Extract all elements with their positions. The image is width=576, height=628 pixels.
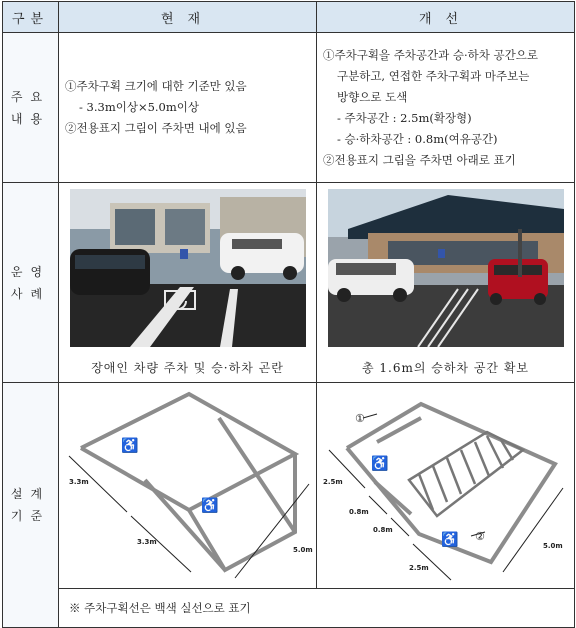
current-item-2: - 3.3m이상×5.0m이상 bbox=[79, 100, 199, 114]
circle-label-1: ① bbox=[355, 411, 365, 425]
header-category: 구분 bbox=[3, 2, 59, 33]
improved-item-5: - 승·하차공간 : 0.8m(여유공간) bbox=[337, 131, 498, 146]
parking-photo-current bbox=[70, 189, 306, 347]
row-example bbox=[3, 183, 575, 383]
label-aisle-b: 0.8m bbox=[373, 525, 393, 534]
current-stall-top bbox=[81, 394, 295, 510]
row-main-content bbox=[3, 33, 575, 183]
design-improved bbox=[317, 383, 575, 589]
label-width-b: 2.5m bbox=[409, 563, 429, 572]
parking-photo-improved bbox=[328, 189, 564, 347]
main-improved-text bbox=[317, 33, 575, 183]
example-current-caption: 장애인 차량 주차 및 승·하차 곤란 bbox=[91, 361, 284, 375]
design-note: ※ 주차구획선은 백색 실선으로 표기 bbox=[59, 589, 575, 628]
category-example: 운영 사례 bbox=[3, 183, 59, 383]
improved-item-3: 방향으로 도색 bbox=[337, 89, 408, 104]
improved-item-2: 구분하고, 연접한 주차구획과 마주보는 bbox=[337, 68, 530, 83]
label-depth: 5.0m bbox=[293, 545, 313, 554]
improved-item-1: ①주차구획을 주차공간과 승·하차 공간으로 bbox=[323, 47, 538, 62]
design-current bbox=[59, 383, 317, 589]
label-width-a: 2.5m bbox=[323, 477, 343, 486]
handicap-icon: ♿ bbox=[371, 455, 389, 472]
current-handicap-icons bbox=[121, 437, 218, 514]
improved-item-6: ②전용표지 그림을 주차면 아래로 표기 bbox=[323, 152, 516, 167]
current-item-1: ①주차구획 크기에 대한 기준만 있음 bbox=[65, 79, 247, 93]
label-width-left: 3.3m bbox=[69, 477, 89, 486]
current-layout-diagram bbox=[59, 384, 315, 588]
hatched-aisle bbox=[409, 432, 523, 516]
label-width-bottom: 3.3m bbox=[137, 537, 157, 546]
comparison-table bbox=[2, 1, 575, 628]
main-current-text bbox=[59, 33, 317, 183]
header-row bbox=[3, 2, 575, 33]
improved-item-4: - 주차공간 : 2.5m(확장형) bbox=[337, 110, 472, 125]
category-design: 설계 기준 bbox=[3, 383, 59, 628]
header-improved: 개선 bbox=[317, 2, 575, 33]
example-current bbox=[59, 183, 317, 383]
improved-layout-diagram bbox=[317, 384, 573, 588]
circle-label-2: ② bbox=[475, 529, 485, 543]
example-improved bbox=[317, 183, 575, 383]
example-improved-caption: 총 1.6m의 승하차 공간 확보 bbox=[361, 361, 530, 375]
handicap-icon: ♿ bbox=[201, 497, 219, 514]
label-aisle-a: 0.8m bbox=[349, 507, 369, 516]
label-depth: 5.0m bbox=[543, 541, 563, 550]
current-item-3: ②전용표지 그림이 주차면 내에 있음 bbox=[65, 121, 247, 135]
handicap-icon: ♿ bbox=[441, 531, 459, 548]
header-current: 현재 bbox=[59, 2, 317, 33]
category-main: 주요 내용 bbox=[3, 33, 59, 183]
handicap-icon: ♿ bbox=[121, 437, 139, 454]
row-note bbox=[3, 589, 575, 628]
row-design bbox=[3, 383, 575, 589]
